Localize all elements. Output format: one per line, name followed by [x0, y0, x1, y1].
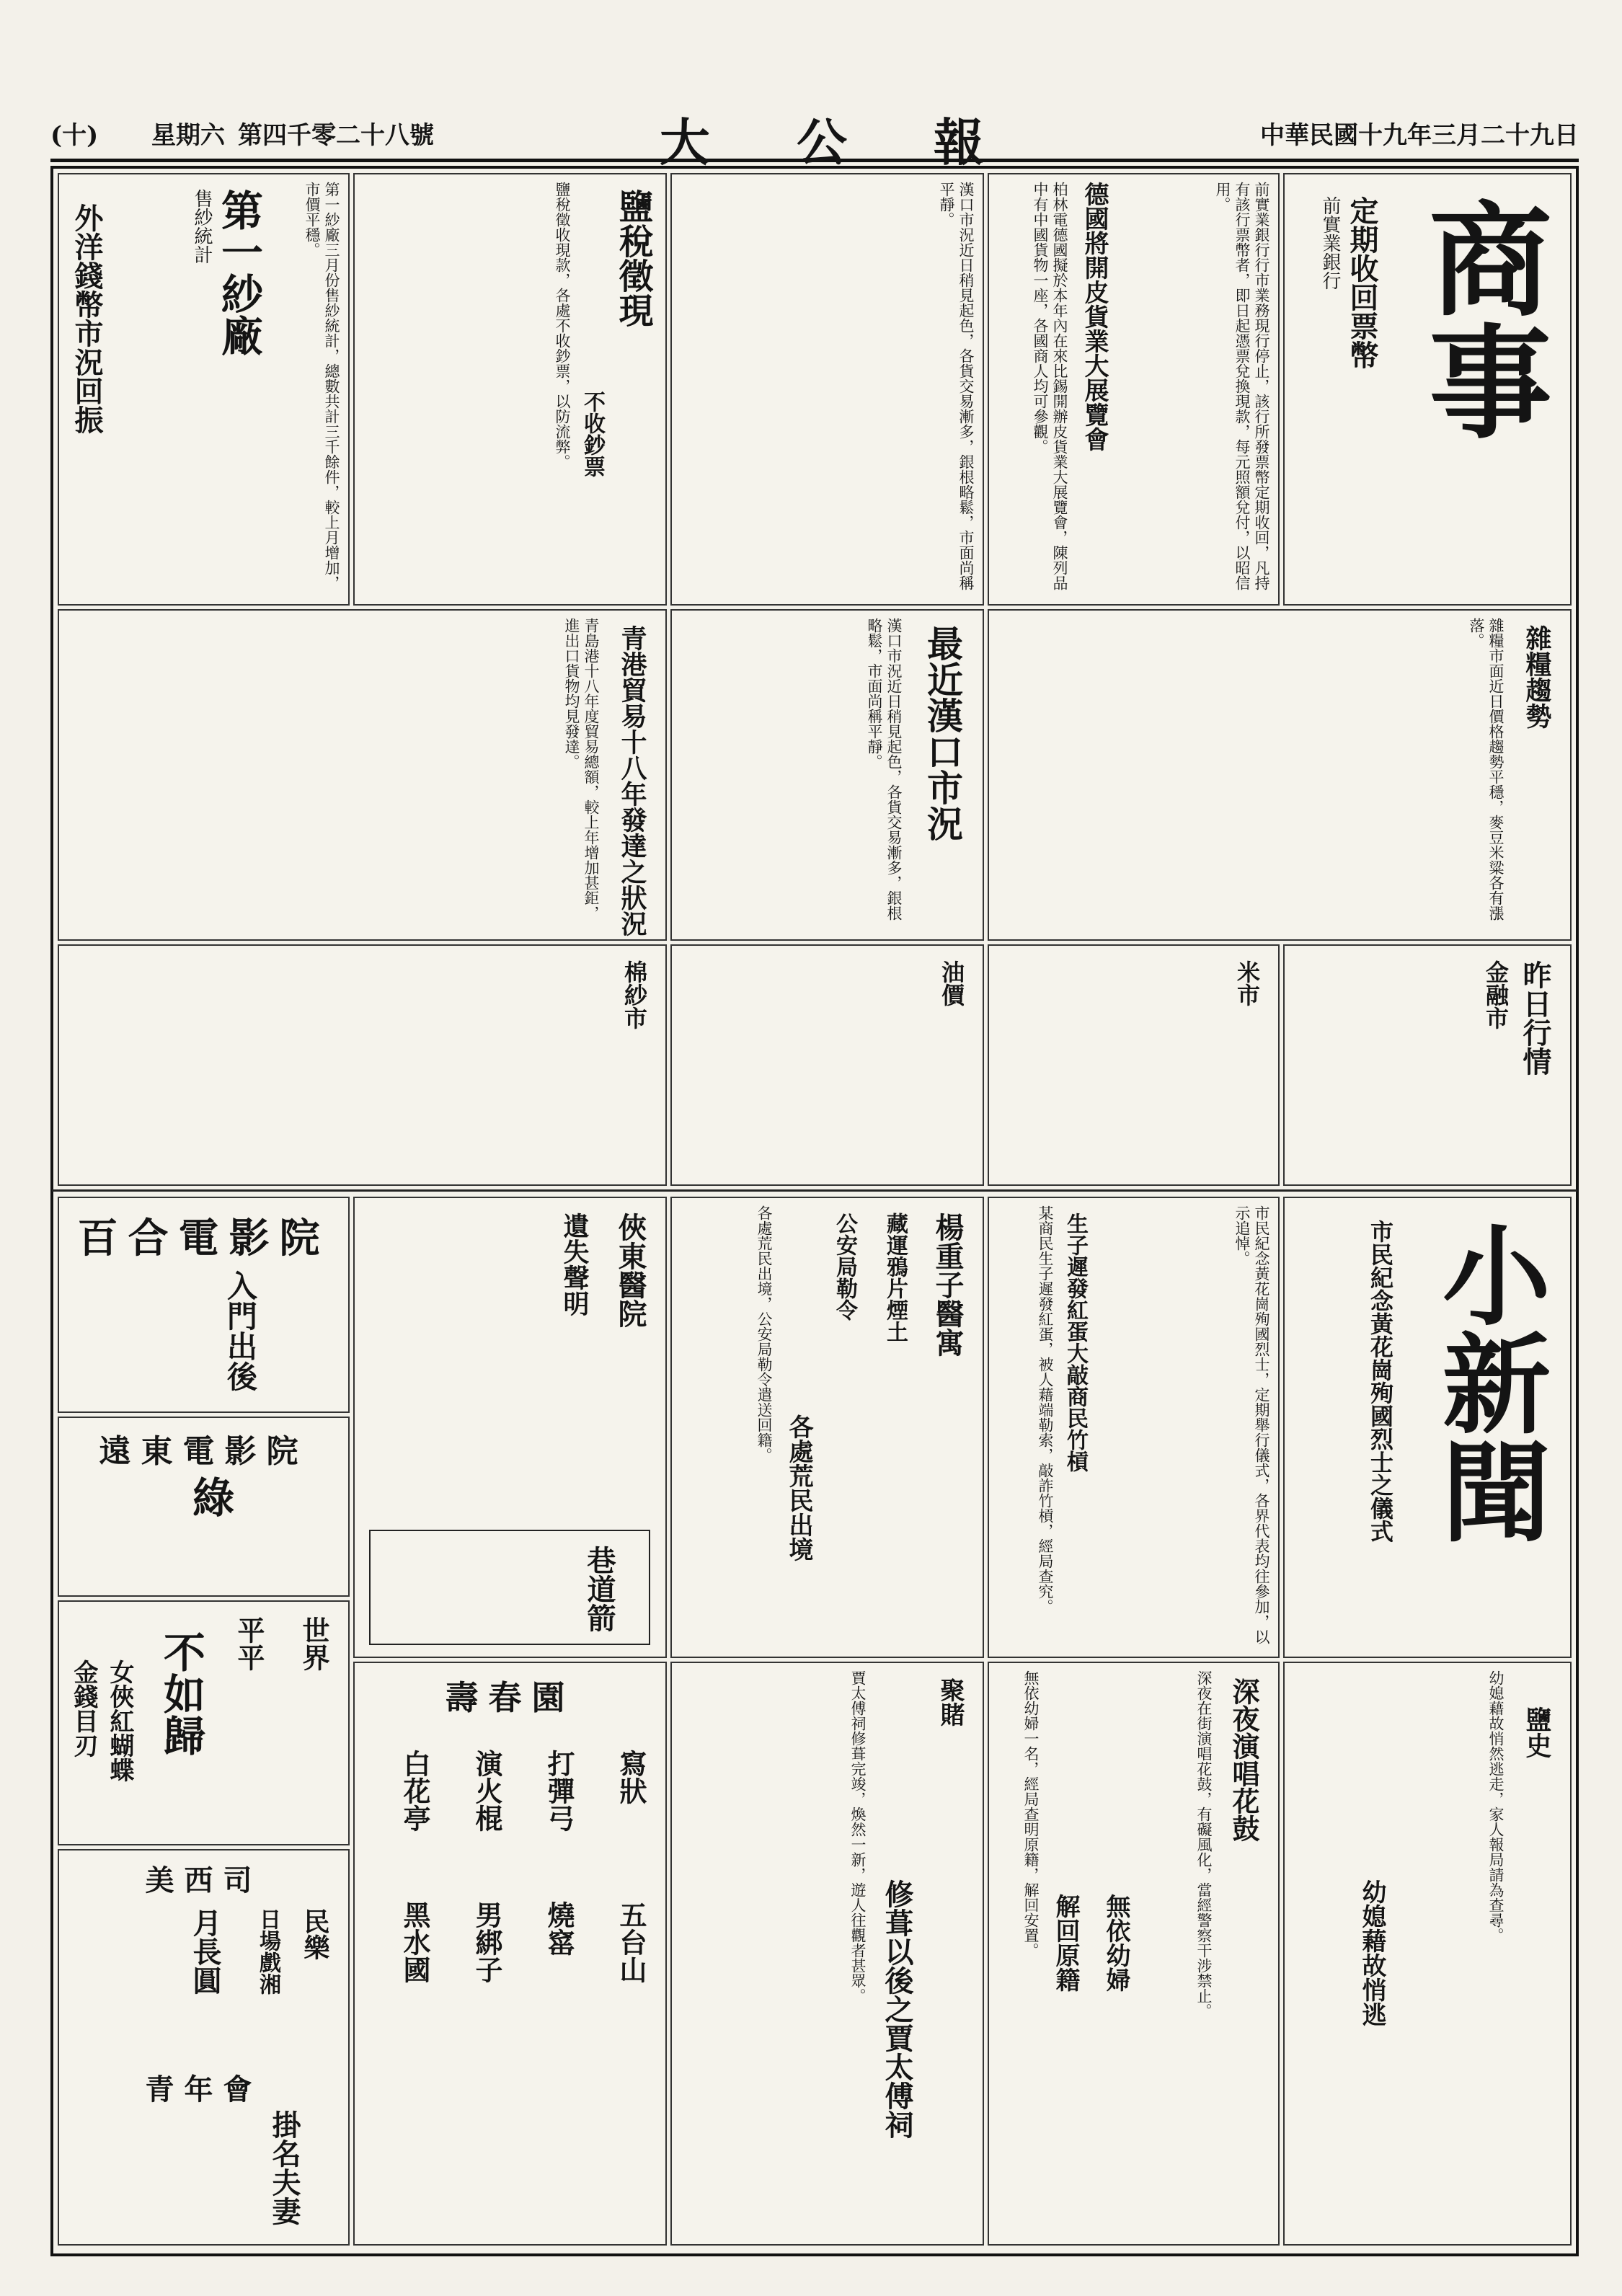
hankou-market [670, 609, 984, 941]
header-date: 中華民國十九年三月二十九日 [1260, 121, 1579, 150]
headline-22: 幼媳藉故悄逃 [1357, 1879, 1386, 2026]
finance-market [1283, 944, 1572, 1186]
play-2: 五台山 [615, 1901, 647, 1983]
headline-19: 修葺以後之賈太傅祠 [880, 1879, 914, 2139]
film-golden-blade: 金錢目刃 [69, 1659, 98, 1758]
xiang-opera: 日場戲湘 [255, 1908, 280, 1995]
article-bank [988, 173, 1280, 606]
rice-market [988, 944, 1280, 1186]
headline-9: 最近漢口市況 [921, 625, 964, 841]
ad-police-order: 公安局勒令 [832, 1213, 857, 1321]
article-fur-body: 柏林電德國擬於本年內在來比錫開辦皮貨業大展覽會，陳列品中有中國貨物一座，各國商人均可參觀。 [1032, 182, 1068, 590]
headline-16: 市民紀念黃花崗殉國烈士之儀式 [1367, 1220, 1394, 1543]
headline-12: 金融市 [1482, 960, 1510, 1029]
headline-18: 深夜演唱花鼓 [1228, 1677, 1260, 1842]
headline-1: 定期收回票幣 [1345, 196, 1379, 369]
article-column-3-body: 漢口市況近日稍見起色，各貨交易漸多，銀根略鬆，市面尚稱平靜。 [938, 182, 975, 590]
headline-21: 解回原籍 [1051, 1894, 1080, 1992]
hankou-body: 漢口市況近日稍見起色，各貨交易漸多，銀根略鬆，市面尚稱平靜。 [866, 618, 903, 921]
headline-7: 不收鈔票 [580, 391, 605, 477]
business-section-header [1283, 173, 1572, 606]
meixi-title: 美西司 [145, 1863, 262, 1897]
ad-yuandong-cinema [58, 1417, 350, 1597]
shouchun-title: 壽春園 [445, 1678, 575, 1717]
qingdao-body: 青島港十八年度貿易總額，較上年增加甚鉅，進出口貨物均見發達。 [563, 618, 600, 921]
memorial-article [988, 1197, 1280, 1658]
masthead: 大公報 [660, 112, 1071, 172]
ad-misc-cinemas [58, 1849, 350, 2246]
ad-world-pingping [58, 1600, 350, 1845]
red-egg-body: 某商民生子遲發紅蛋，被人藉端勒索，敲詐竹槓，經局查究。 [1037, 1205, 1054, 1614]
ad-alley: 巷道箭 [582, 1546, 616, 1632]
runaway-body: 幼媳藉故悄然逃走，家人報局請為查尋。 [1487, 1670, 1504, 1943]
qingdao-trade [58, 609, 667, 941]
film-buruguei: 不如歸 [156, 1631, 205, 1756]
header-weekday: 星期六 [151, 121, 225, 150]
page-header [50, 108, 1579, 172]
headline-5: 售紗統計 [191, 189, 213, 264]
article-column-3 [670, 173, 984, 606]
world-title: 世界 [298, 1616, 330, 1671]
play-7: 白花亭 [399, 1750, 431, 1832]
ad-yang-doctor: 楊重子醫寓 [931, 1213, 965, 1357]
news-shrine [670, 1662, 984, 2246]
headline-23: 各處荒民出境 [784, 1414, 813, 1561]
local-news-header [1283, 1197, 1572, 1658]
headline-market-today: 昨日行情 [1518, 960, 1552, 1076]
article-salt [353, 173, 667, 606]
clinic-ads [353, 1197, 667, 1658]
article-mill [58, 173, 350, 606]
oil-market [670, 944, 984, 1186]
headline-13: 米市 [1233, 960, 1261, 1006]
flower-drum-body: 深夜在街演唱花鼓，有礙風化，當經警察干涉禁止。 [1195, 1670, 1213, 2018]
play-8: 黑水國 [399, 1901, 431, 1983]
ymca-title: 青年會 [145, 2073, 262, 2106]
ad-baihe-cinema [58, 1197, 350, 1413]
headline-3: 德國將開皮貨業大展覽會 [1080, 182, 1109, 451]
headline-20: 無依幼婦 [1102, 1894, 1130, 1992]
play-4: 燒窰 [543, 1901, 575, 1956]
headline-8: 外洋錢幣市況回振 [70, 203, 104, 434]
headline-25: 聚賭 [936, 1677, 965, 1727]
film-red-butterfly: 女俠紅蝴蝶 [105, 1659, 134, 1782]
headline-10: 青港貿易十八年發達之狀況 [617, 625, 647, 936]
refugee-body: 各處荒民出境，公安局勒令遣送回籍。 [755, 1205, 773, 1463]
mid-page-rule [52, 1189, 1577, 1192]
yuandong-title: 遠東電影院 [99, 1433, 309, 1470]
headline-2: 前實業銀行 [1319, 196, 1341, 290]
market-rates [988, 609, 1572, 941]
drug-ads [670, 1197, 984, 1658]
ad-xiadong-hospital: 俠東醫院 [613, 1213, 647, 1328]
film-full-moon: 月長圓 [188, 1908, 222, 1995]
headline-15: 油價 [938, 960, 965, 1006]
header-page-no: (十) [50, 121, 99, 150]
header-issue: 第四千零二十八號 [238, 121, 434, 150]
widow-body: 無依幼婦一名，經局查明原籍，解回安置。 [1022, 1670, 1040, 1958]
cotton-market [58, 944, 667, 1186]
news-salt-history [1283, 1662, 1572, 2246]
headline-11: 雜糧趨勢 [1522, 625, 1552, 729]
pingping-title: 平平 [233, 1616, 265, 1671]
article-salt-body: 鹽稅徵收現款，各處不收鈔票，以防流弊。 [554, 182, 571, 469]
play-5: 演火棍 [471, 1750, 503, 1832]
headline-17: 生子遲發紅蛋大敲商民竹槓 [1063, 1213, 1088, 1472]
headline-24: 鹽史 [1522, 1706, 1552, 1758]
shrine-body: 賈太傅祠修葺完竣，煥然一新，遊人往觀者甚眾。 [849, 1670, 867, 2003]
minle-title: 民樂 [300, 1908, 330, 1960]
play-1: 寫狀 [615, 1750, 647, 1804]
play-3: 打彈弓 [543, 1750, 575, 1832]
headline-14: 棉紗市 [621, 960, 648, 1029]
business-title: 商事 [1408, 196, 1552, 441]
ad-shouchun-theatre [353, 1662, 667, 2246]
yuandong-film: 綠 [185, 1476, 234, 1517]
baihe-title: 百合電影院 [77, 1215, 330, 1262]
local-news-title: 小新聞 [1424, 1220, 1551, 1544]
ad-opium: 藏運鴉片煙土 [882, 1213, 908, 1342]
article-bank-body: 前實業銀行行市業務現行停止，該行所發票幣定期收回，凡持有該行票幣者，即日起憑票兌換現款，每元照額兌付，以昭信用。 [1214, 182, 1270, 590]
news-flower-drum [988, 1662, 1280, 2246]
headline-4: 第一紗廠 [214, 189, 263, 356]
memorial-body: 市民紀念黃花崗殉國烈士，定期舉行儀式，各界代表均往參加，以示追悼。 [1233, 1205, 1270, 1644]
play-6: 男綁子 [471, 1901, 503, 1983]
ad-street-box [369, 1530, 650, 1645]
headline-6: 鹽稅徵現 [613, 189, 653, 327]
baihe-film: 入門出後 [223, 1270, 258, 1391]
ad-lost-notice: 遺失聲明 [559, 1213, 590, 1316]
grain-body: 雜糧市面近日價格趨勢平穩，麥豆米粱各有漲落。 [1468, 618, 1504, 921]
article-mill-body: 第一紗廠三月份售紗統計，總數共計三千餘件，較上月增加，市價平穩。 [303, 182, 340, 590]
film-nominal-couple: 掛名夫妻 [267, 2110, 301, 2225]
